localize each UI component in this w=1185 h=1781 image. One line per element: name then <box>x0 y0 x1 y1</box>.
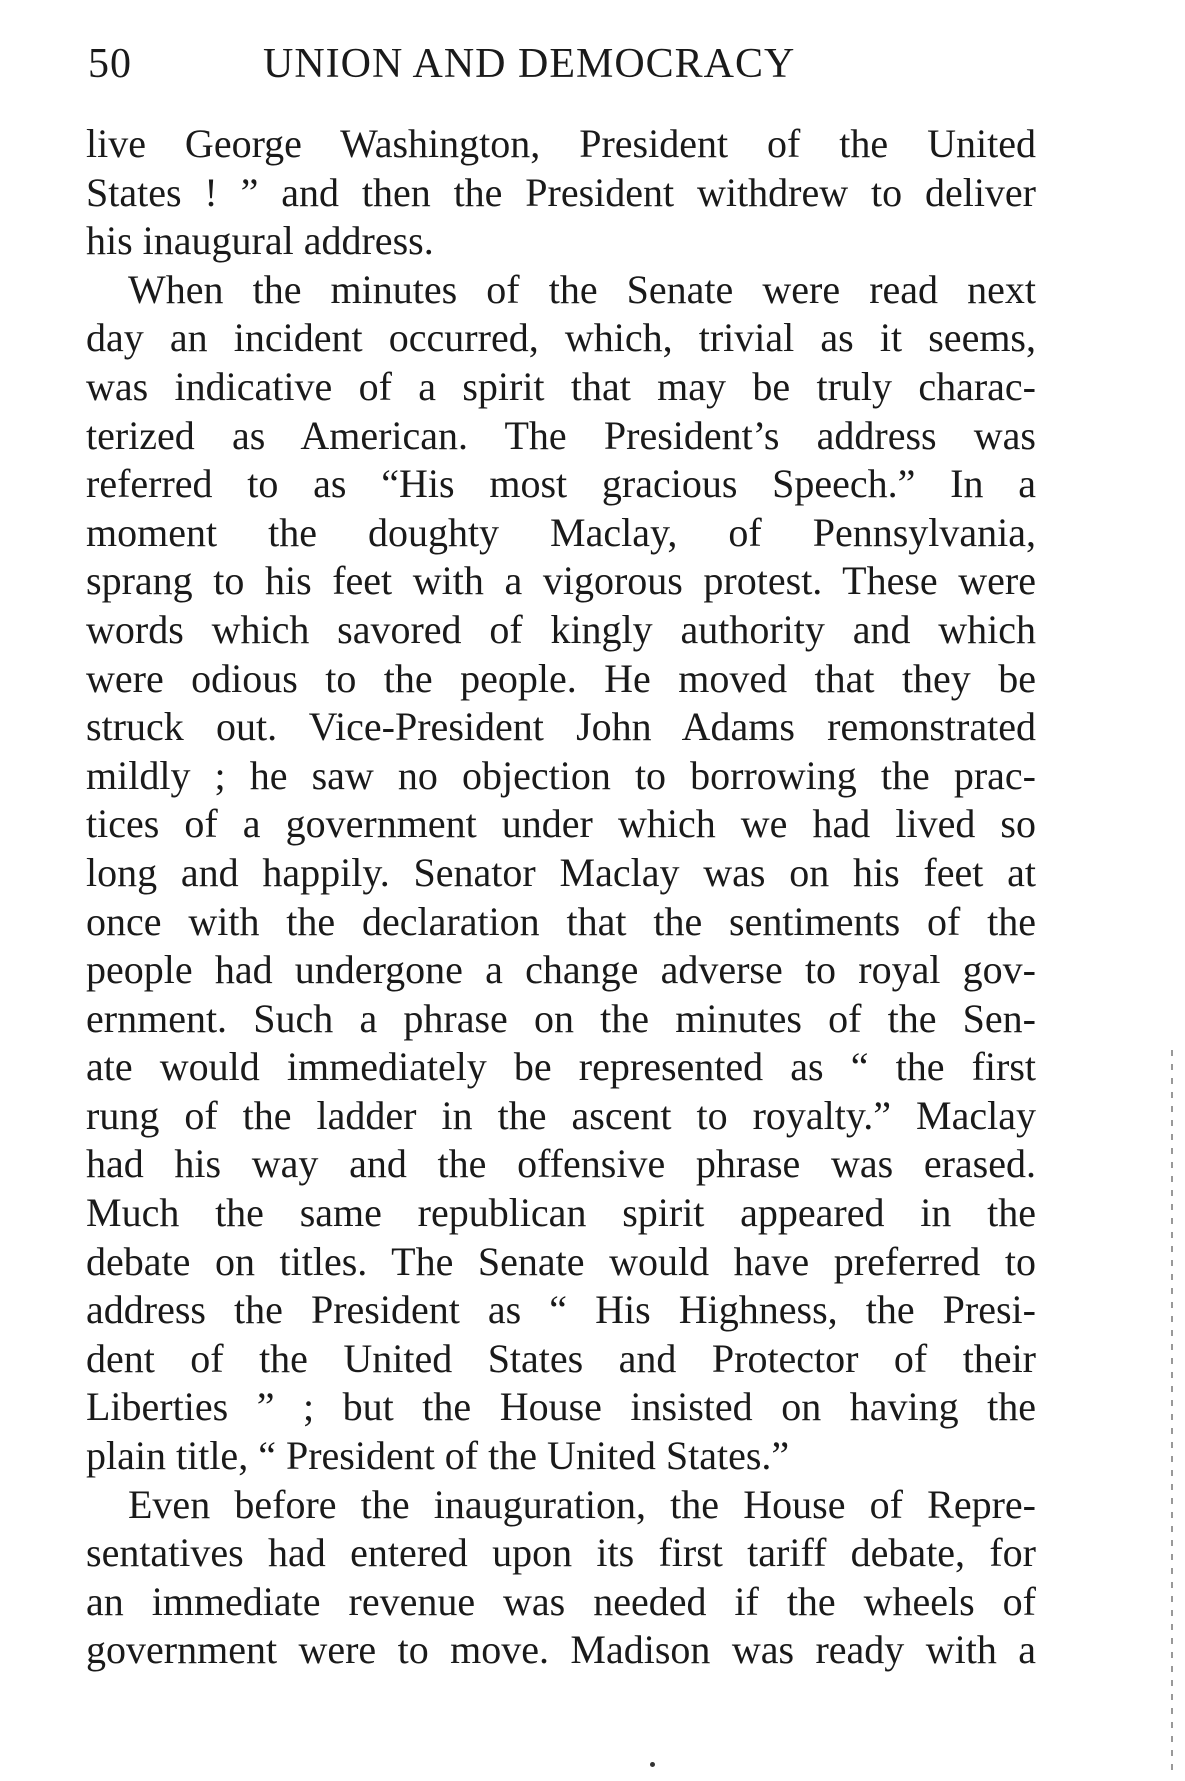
text-line: tices of a government under which we had lived so <box>86 801 1036 847</box>
text-line: words which savored of kingly authority and which <box>86 606 1036 652</box>
text-line: States ! ” and then the President withdrew to deliver <box>86 169 1036 215</box>
scan-edge-artifact <box>1171 1050 1173 1770</box>
text-line: his inaugural address. <box>86 218 434 264</box>
text-line: sentatives had entered upon its first tariff debate, for <box>86 1530 1036 1576</box>
text-line: sprang to his feet with a vigorous protest. These were <box>86 558 1036 604</box>
text-line: Even before the inauguration, the House of Repre- <box>128 1481 1036 1527</box>
page-number: 50 <box>88 41 132 87</box>
text-line: an immediate revenue was needed if the wheels of <box>86 1578 1036 1624</box>
text-line: government were to move. Madison was ready with a <box>86 1627 1036 1673</box>
running-head <box>88 40 868 100</box>
text-line: people had undergone a change adverse to royal gov- <box>86 947 1036 993</box>
text-line: terized as American. The President’s address was <box>86 412 1036 458</box>
text-line: day an incident occurred, which, trivial as it seems, <box>86 315 1036 361</box>
text-line: debate on titles. The Senate would have preferred to <box>86 1238 1036 1284</box>
text-line: rung of the ladder in the ascent to royalty.” Maclay <box>86 1092 1036 1138</box>
text-line: ate would immediately be represented as “ the first <box>86 1044 1036 1090</box>
text-line: When the minutes of the Senate were read next <box>128 266 1036 312</box>
text-line: mildly ; he saw no objection to borrowing the prac- <box>86 752 1036 798</box>
text-line: moment the doughty Maclay, of Pennsylvania, <box>86 509 1036 555</box>
running-title: UNION AND DEMOCRACY <box>263 41 796 87</box>
text-line: live George Washington, President of the United <box>86 121 1036 166</box>
text-line: had his way and the offensive phrase was erased. <box>86 1141 1036 1187</box>
scan-dot-artifact <box>650 1762 655 1767</box>
text-line: long and happily. Senator Maclay was on his feet at <box>86 849 1036 895</box>
text-line: Much the same republican spirit appeared in the <box>86 1190 1036 1236</box>
text-line: ernment. Such a phrase on the minutes of the Sen- <box>86 995 1036 1041</box>
text-line: struck out. Vice-President John Adams remonstrated <box>86 704 1036 750</box>
text-line: once with the declaration that the sentiments of the <box>86 898 1036 944</box>
text-line: dent of the United States and Protector of their <box>86 1335 1036 1381</box>
text-line: address the President as “ His Highness, the Presi- <box>86 1287 1036 1333</box>
text-line: Liberties ” ; but the House insisted on having the <box>86 1384 1036 1430</box>
text-line: plain title, “ President of the United States.” <box>86 1433 790 1479</box>
text-line: referred to as “His most gracious Speech.” In a <box>86 461 1036 507</box>
text-line: were odious to the people. He moved that they be <box>86 655 1036 701</box>
text-line: was indicative of a spirit that may be truly charac- <box>86 363 1036 409</box>
body-text <box>86 120 1036 1675</box>
